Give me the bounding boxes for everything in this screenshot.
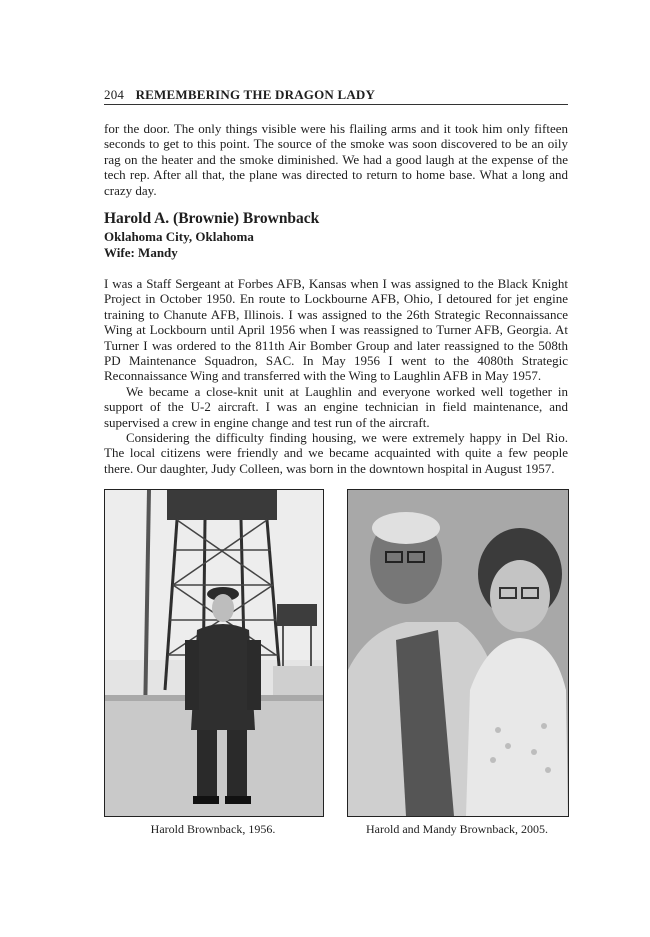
photo-caption-2: Harold and Mandy Brownback, 2005. [366,822,548,836]
profile-name: Harold A. (Brownie) Brownback [104,210,320,227]
body-paragraph-1: I was a Staff Sergeant at Forbes AFB, Kansas when I was assigned to the Black Knight Project in October 1950. En route to Lockbourne AFB, Ohio, I detoured for jet engine training to Chanute AFB, Illinois. I was assigned to the 26th Strategic Reconnaissance Wing at Lockbourn until April 1956 when I was reassigned to Turner AFB, Georgia. At Turner I was ordered to the 811th Air Bomber Group and later reassigned to the 508th PD Maintenance Squadron, SAC. In May 1956 I went to the 4080th Strategic Reconnaissance Wing and transferred with the Wing to Laughlin AFB in May 1957. [104,276,568,384]
body-paragraph-2: We became a close-knit unit at Laughlin and everyone worked well together in support of the U-2 aircraft. I was an engine technician in field maintenance, and supervised a crew in engine change and test run of the aircraft. [104,384,568,430]
page-number: 204 [104,87,125,102]
running-header [104,87,568,105]
couple-photo-illustration [348,490,568,816]
photo-caption-1: Harold Brownback, 1956. [150,822,276,836]
photo-harold-1956 [104,489,324,817]
profile-wife: Wife: Mandy [104,245,178,260]
continuation-paragraph: for the door. The only things visible were his flailing arms and it took him only fifteen seconds to get to this point. The source of the smoke was soon discovered to be an oily rag on the heater and the smoke diminished. We had a good laugh at the expense of the tech rep. After all that, the plane was directed to return to home base. What a long and crazy day. [104,121,568,198]
profile-hometown: Oklahoma City, Oklahoma [104,229,254,244]
soldier-photo-illustration [105,490,323,816]
photo-harold-mandy-2005 [347,489,569,817]
body-paragraph-3: Considering the difficulty finding housing, we were extremely happy in Del Rio. The local citizens were friendly and we became acquainted with quite a few people there. Our daughter, Judy Colleen, was born in the downtown hospital in August 1957. [104,430,568,476]
book-title: REMEMBERING THE DRAGON LADY [135,87,376,102]
